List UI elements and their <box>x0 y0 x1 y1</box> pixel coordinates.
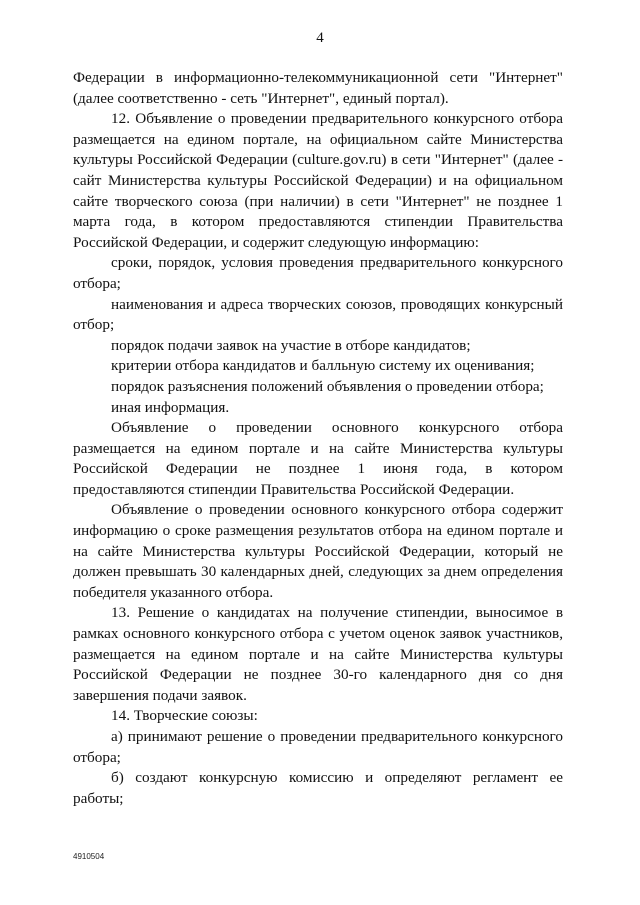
list-item-b: б) создают конкурсную комиссию и определяют регламент ее работы; <box>73 769 563 807</box>
paragraph-main-selection-content: Объявление о проведении основного конкурсного отбора содержит информацию о сроке размещения результатов отбора на едином портале и на сайте Министерства культуры Российской Федерации, который не должен превышать 30 календарных дней, следующих за днем определения победителя указанного отбора. <box>73 501 563 601</box>
page-number: 4 <box>316 30 324 46</box>
paragraph-continuation: Федерации в информационно-телекоммуникационной сети "Интернет" (далее соответственно - сеть "Интернет", единый портал). <box>73 69 563 107</box>
document-body <box>73 68 563 809</box>
list-item-criteria: критерии отбора кандидатов и балльную систему их оценивания; <box>111 357 535 375</box>
list-item-other: иная информация. <box>111 398 230 416</box>
paragraph-item-12: 12. Объявление о проведении предварительного конкурсного отбора размещается на едином портале, на официальном сайте Министерства культуры Российской Федерации (culture.gov.ru) в сети "Интернет" (далее - сайт Министерства культуры Российской Федерации) и на официальном сайте творческого союза (при наличии) в сети "Интернет" не позднее 1 марта года, в котором предоставляются стипендии Правительства Российской Федерации, и содержит следующую информацию: <box>73 110 563 251</box>
paragraph-item-13: 13. Решение о кандидатах на получение стипендии, выносимое в рамках основного конкурсного отбора с учетом оценок заявок участников, размещается на едином портале и на сайте Министерства культуры Российской Федерации не позднее 30-го календарного дня со дня завершения подачи заявок. <box>73 604 563 704</box>
list-item-application-procedure: порядок подачи заявок на участие в отборе кандидатов; <box>111 336 471 354</box>
list-item-a: а) принимают решение о проведении предварительного конкурсного отбора; <box>73 728 563 766</box>
list-item-unions: наименования и адреса творческих союзов, проводящих конкурсный отбор; <box>73 295 563 334</box>
paragraph-main-selection-announcement: Объявление о проведении основного конкурсного отбора размещается на едином портале и на сайте Министерства культуры Российской Федерации не позднее 1 июня года, в котором предоставляются стипендии Правительства Российской Федерации. <box>73 419 563 498</box>
document-code: 4910504 <box>73 852 105 861</box>
list-item-clarification: порядок разъяснения положений объявления о проведении отбора; <box>111 377 544 395</box>
paragraph-item-14: 14. Творческие союзы: <box>111 707 258 725</box>
list-item-terms: сроки, порядок, условия проведения предварительного конкурсного отбора; <box>73 254 563 292</box>
